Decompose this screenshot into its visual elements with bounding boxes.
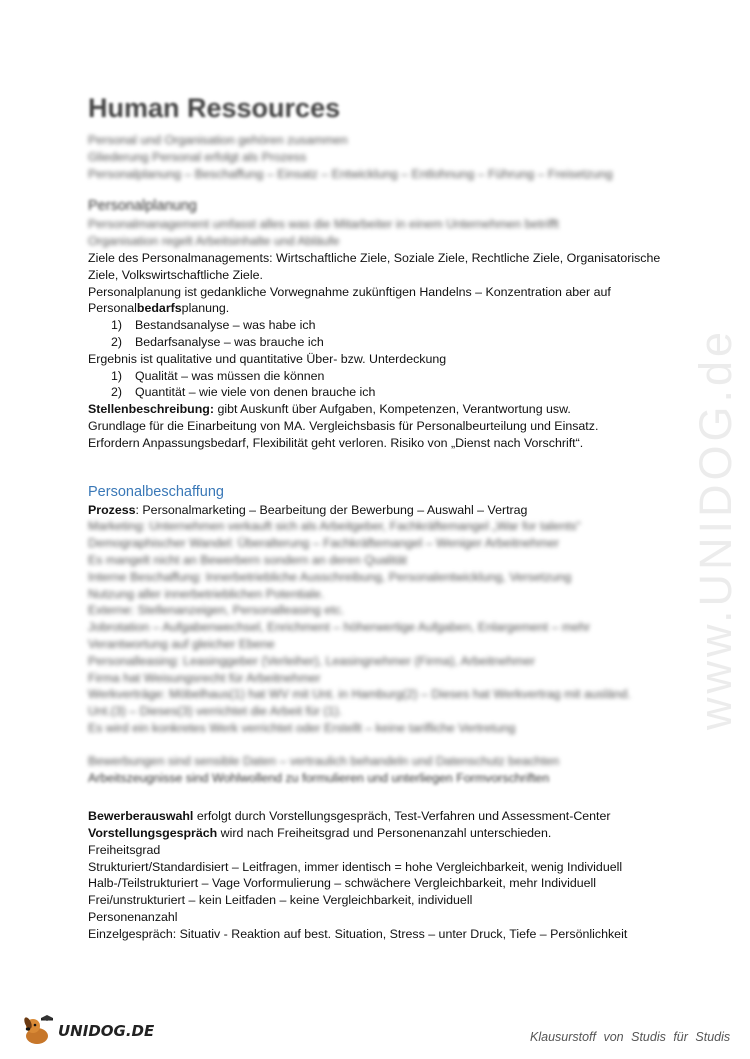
text-span: erfolgt durch Vorstellungsgespräch, Test-Verfahren und Assessment-Center [193, 809, 611, 824]
text-line: Grundlage für die Einarbeitung von MA. Vergleichsbasis für Personalbeurteilung und Einsatz. [88, 418, 599, 433]
blurred-line: Interne Beschaffung: Innerbetriebliche Ausschreibung, Personalentwicklung, Versetzung [88, 569, 572, 584]
blurred-line: Arbeitszeugnisse sind Wohlwollend zu formulieren und unterliegen Formvorschriften [88, 770, 550, 785]
list-number: 2) [111, 385, 123, 400]
section-heading-personalplanung: Personalplanung [88, 198, 197, 215]
blurred-line: Nutzung aller innerbetrieblichen Potentiale. [88, 586, 325, 601]
text-line: Ziele, Volkswirtschaftliche Ziele. [88, 267, 263, 282]
text-line: Freiheitsgrad [88, 842, 161, 857]
list-text: Qualität – was müssen die können [135, 368, 325, 383]
text-line: Erfordern Anpassungsbedarf, Flexibilität geht verloren. Risiko von „Dienst nach Vorschrift“. [88, 435, 584, 450]
text-line: Einzelgespräch: Situativ - Reaktion auf best. Situation, Stress – unter Druck, Tiefe – Persönlichkeit [88, 926, 628, 941]
bold-span: Vorstellungsgespräch [88, 826, 218, 841]
text-line: Personenanzahl [88, 910, 178, 925]
text-span: : Personalmarketing – Bearbeitung der Bewerbung – Auswahl – Vertrag [135, 502, 528, 517]
blurred-line: Es mangelt nicht an Bewerbern sondern an deren Qualität [88, 552, 407, 567]
text-line: Ziele des Personalmanagements: Wirtschaftliche Ziele, Soziale Ziele, Rechtliche Ziele, Organisatorische [88, 250, 661, 265]
blurred-line: Verantwortung auf gleicher Ebene [88, 636, 275, 651]
text-span: wird nach Freiheitsgrad und Personenanzahl unterschieden. [217, 826, 552, 841]
blurred-line: Organisation regelt Arbeitsinhalte und Abläufe [88, 234, 340, 249]
list-number: 1) [111, 368, 123, 383]
text-line: Ergebnis ist qualitative und quantitative Über- bzw. Unterdeckung [88, 351, 447, 366]
page-title: Human Ressources [88, 93, 341, 123]
list-text: Quantität – wie viele von denen brauche ich [135, 385, 376, 400]
list-number: 2) [111, 334, 123, 349]
text-line [88, 502, 668, 519]
bold-span: Bewerberauswahl [88, 809, 194, 824]
list-number: 1) [111, 318, 123, 333]
text-line [88, 300, 668, 317]
text-span: planung. [181, 301, 230, 316]
list-text: Bedarfsanalyse – was brauche ich [135, 334, 324, 349]
blurred-line: Personalmanagement umfasst alles was die Mitarbeiter in einem Unternehmen betrifft [88, 217, 559, 232]
list-item [88, 384, 668, 401]
blurred-line: Jobrotation – Aufgabenwechsel, Enrichment – höherwertige Aufgaben, Enlargement – mehr [88, 620, 591, 635]
blurred-line: Firma hat Weisungsrecht für Arbeitnehmer [88, 670, 321, 685]
text-line [88, 825, 668, 842]
blurred-line: Werkverträge: Möbelhaus(1) hat WV mit Unt. in Hamburg(2) – Dieses hat Werkvertrag mit ausländ. [88, 687, 631, 702]
text-span: gibt Auskunft über Aufgaben, Kompetenzen, Verantwortung usw. [214, 402, 571, 417]
blurred-line: Marketing: Unternehmen verkauft sich als Arbeitgeber, Fachkräftemangel „War for talents“ [88, 519, 581, 534]
footer-text: Klausurstoff von Studis für Studis [530, 1030, 731, 1044]
bold-span: bedarfs [136, 301, 182, 316]
blurred-line: Personalleasing: Leasinggeber (Verleiher), Leasingnehmer (Firma), Arbeitnehmer [88, 653, 535, 668]
intro-line: Personalplanung – Beschaffung – Einsatz – Entwicklung – Entlohnung – Führung – Freisetzung [88, 166, 613, 181]
blurred-line: Es wird ein konkretes Werk verrichtet oder Erstellt – keine tarifliche Vertretung [88, 720, 516, 735]
section-heading-personalbeschaffung: Personalbeschaffung [88, 483, 224, 500]
blurred-line: Demographischer Wandel: Überalterung – Fachkräftemangel – Weniger Arbeitnehmer [88, 536, 560, 551]
logo-text: UNIDOG.DE [58, 1022, 155, 1040]
intro-line: Gliederung Personal erfolgt als Prozess [88, 149, 307, 164]
text-line: Frei/unstrukturiert – kein Leitfaden – keine Vergleichbarkeit, individuell [88, 893, 473, 908]
intro-line: Personal und Organisation gehören zusammen [88, 133, 348, 147]
blurred-line: Externe: Stellenanzeigen, Personalleasing etc. [88, 603, 345, 618]
list-item [88, 334, 668, 351]
text-line [88, 401, 668, 418]
list-text: Bestandsanalyse – was habe ich [135, 318, 316, 333]
text-line: Halb-/Teilstrukturiert – Vage Vorformulierung – schwächere Vergleichbarkeit, mehr Individuell [88, 876, 597, 891]
bold-span: Prozess [88, 502, 136, 517]
unidog-logo [22, 1014, 154, 1048]
document-body [88, 92, 668, 943]
dog-icon [22, 1014, 56, 1048]
text-line: Personalplanung ist gedankliche Vorwegnahme zukünftigen Handelns – Konzentration aber auf [88, 284, 611, 299]
blurred-line: Bewerbungen sind sensible Daten – vertraulich behandeln und Datenschutz beachten [88, 753, 560, 768]
bold-span: Stellenbeschreibung: [88, 402, 214, 417]
blurred-line: Unt.(3) – Dieses(3) verrichtet die Arbeit für (1). [88, 704, 343, 719]
list-item [88, 317, 668, 334]
watermark-text: www.UNIDOG.de [690, 327, 741, 730]
list-item [88, 368, 668, 385]
text-line: Strukturiert/Standardisiert – Leitfragen, immer identisch = hohe Vergleichbarkeit, wenig Individuell [88, 859, 623, 874]
text-line [88, 808, 668, 825]
text-span: Personal [88, 301, 137, 316]
